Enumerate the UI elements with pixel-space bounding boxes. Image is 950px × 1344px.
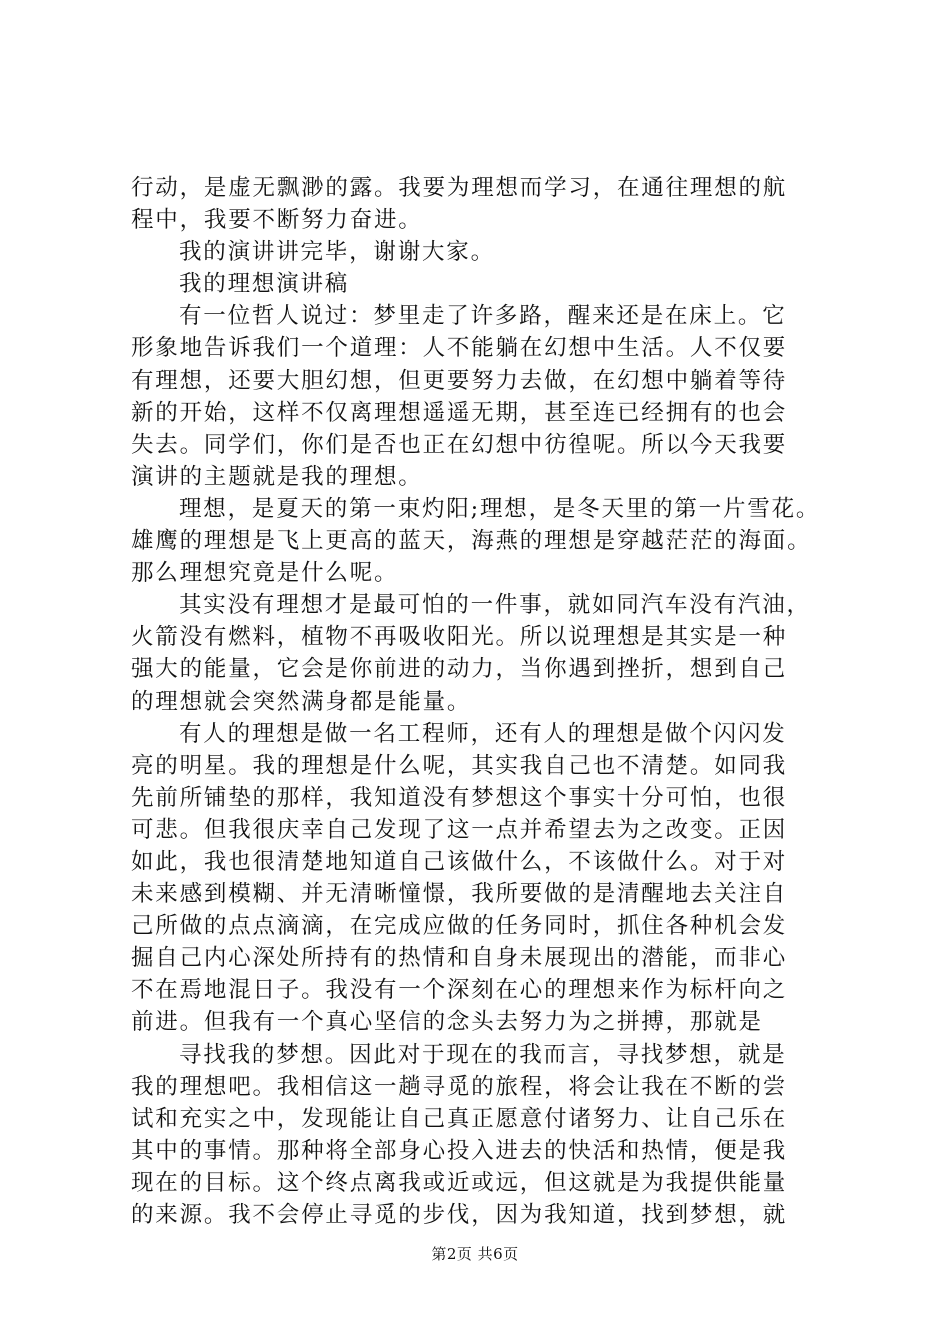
text-line: 亮的明星。我的理想是什么呢，其实我自己也不清楚。如同我 bbox=[131, 752, 788, 779]
text-line: 先前所铺垫的那样，我知道没有梦想这个事实十分可怕，也很 bbox=[131, 784, 788, 811]
text-line: 雄鹰的理想是飞上更高的蓝天，海燕的理想是穿越茫茫的海面。 bbox=[131, 528, 812, 555]
text-line: 失去。同学们，你们是否也正在幻想中彷徨呢。所以今天我要 bbox=[131, 431, 788, 458]
text-line: 理想，是夏天的第一束灼阳;理想，是冬天里的第一片雪花。 bbox=[179, 495, 821, 522]
text-line: 可悲。但我很庆幸自己发现了这一点并希望去为之改变。正因 bbox=[131, 816, 788, 843]
text-line: 如此，我也很清楚地知道自己该做什么，不该做什么。对于对 bbox=[131, 848, 788, 875]
text-line: 试和充实之中，发现能让自己真正愿意付诸努力、让自己乐在 bbox=[131, 1105, 788, 1132]
text-line: 有人的理想是做一名工程师，还有人的理想是做个闪闪发 bbox=[179, 720, 787, 747]
text-line: 那么理想究竟是什么呢。 bbox=[131, 560, 399, 587]
text-line: 寻找我的梦想。因此对于现在的我而言，寻找梦想，就是 bbox=[179, 1041, 787, 1068]
text-line: 的理想就会突然满身都是能量。 bbox=[131, 688, 472, 715]
text-line: 我的演讲讲完毕，谢谢大家。 bbox=[179, 239, 495, 266]
text-line: 己所做的点点滴滴，在完成应做的任务同时，抓住各种机会发 bbox=[131, 913, 788, 940]
text-line: 未来感到模糊、并无清晰憧憬，我所要做的是清醒地去关注自 bbox=[131, 881, 788, 908]
text-line: 现在的目标。这个终点离我或近或远，但这就是为我提供能量 bbox=[131, 1169, 788, 1196]
text-line: 形象地告诉我们一个道理：人不能躺在幻想中生活。人不仅要 bbox=[131, 335, 788, 362]
text-line: 程中，我要不断努力奋进。 bbox=[131, 207, 423, 234]
text-line: 行动，是虚无飘渺的露。我要为理想而学习，在通往理想的航 bbox=[131, 175, 788, 201]
body-text bbox=[131, 172, 831, 1231]
text-line: 我的理想吧。我相信这一趟寻觅的旅程，将会让我在不断的尝 bbox=[131, 1073, 788, 1100]
text-line: 火箭没有燃料，植物不再吸收阳光。所以说理想是其实是一种 bbox=[131, 624, 788, 651]
text-line: 掘自己内心深处所持有的热情和自身未展现出的潜能，而非心 bbox=[131, 945, 788, 972]
text-line: 有理想，还要大胆幻想，但更要努力去做，在幻想中躺着等待 bbox=[131, 367, 788, 394]
text-line: 演讲的主题就是我的理想。 bbox=[131, 463, 423, 490]
page-footer: 第2页 共6页 bbox=[431, 1245, 519, 1263]
text-line: 不在焉地混日子。我没有一个深刻在心的理想来作为标杆向之 bbox=[131, 977, 788, 1004]
text-line: 其中的事情。那种将全部身心投入进去的快活和热情，便是我 bbox=[131, 1137, 788, 1164]
text-line: 强大的能量，它会是你前进的动力，当你遇到挫折，想到自己 bbox=[131, 656, 788, 683]
text-line: 有一位哲人说过：梦里走了许多路，醒来还是在床上。它 bbox=[179, 303, 787, 330]
text-line: 其实没有理想才是最可怕的一件事，就如同汽车没有汽油， bbox=[179, 592, 811, 619]
text-line: 的来源。我不会停止寻觅的步伐，因为我知道，找到梦想，就 bbox=[131, 1202, 788, 1228]
text-line: 前进。但我有一个真心坚信的念头去努力为之拼搏，那就是 bbox=[131, 1009, 763, 1036]
text-line: 我的理想演讲稿 bbox=[179, 271, 350, 298]
text-line: 新的开始，这样不仅离理想遥遥无期，甚至连已经拥有的也会 bbox=[131, 399, 788, 426]
